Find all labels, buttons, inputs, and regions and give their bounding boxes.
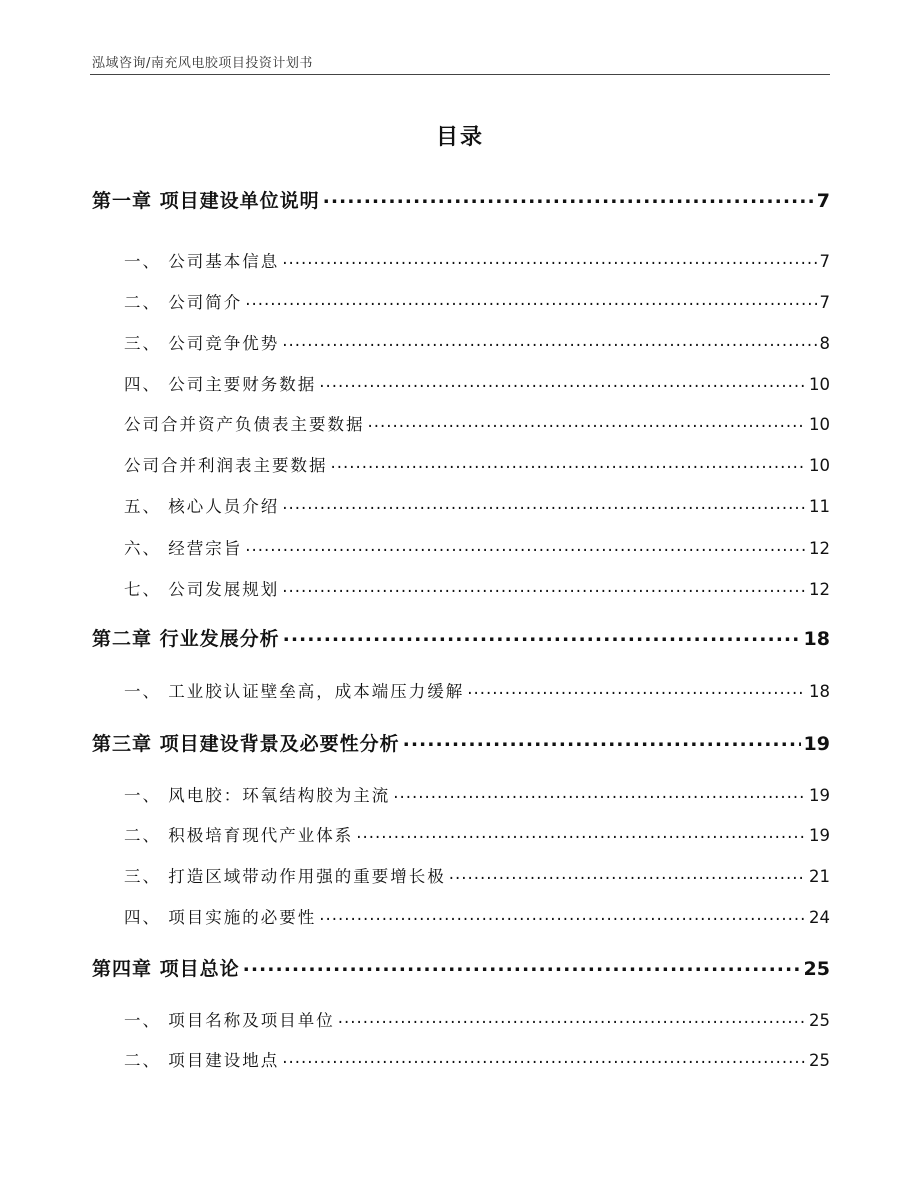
toc-entry-label: 公司合并资产负债表主要数据 (124, 415, 365, 434)
toc-entry-page: 25 (809, 1051, 830, 1070)
toc-entry-section[interactable] (124, 904, 830, 928)
toc-entry-page: 11 (809, 497, 830, 516)
toc-entry-label: 第三章 项目建设背景及必要性分析 (92, 733, 400, 755)
toc-leader (282, 251, 816, 268)
toc-entry-section[interactable] (124, 678, 830, 702)
toc-entry-page: 7 (819, 293, 830, 312)
toc-entry-label: 四、 项目实施的必要性 (124, 908, 317, 927)
toc-entry-label: 三、 打造区域带动作用强的重要增长极 (124, 867, 446, 886)
toc-entry-section[interactable] (124, 863, 830, 887)
toc-entry-section[interactable] (124, 248, 830, 272)
toc-entry-page: 25 (803, 958, 830, 980)
toc-entry-page: 7 (819, 252, 830, 271)
toc-entry-label: 五、 核心人员介绍 (124, 497, 280, 516)
toc-entry-page: 19 (803, 733, 830, 755)
toc-entry-page: 24 (809, 908, 830, 927)
toc-leader (282, 579, 806, 596)
toc-entry-section[interactable] (124, 535, 830, 559)
toc-entry-page: 21 (809, 867, 830, 886)
toc-entry-page: 10 (809, 415, 830, 434)
toc-leader (283, 626, 801, 645)
toc-entry-page: 18 (809, 682, 830, 701)
toc-leader (323, 188, 814, 207)
toc-entry-label: 二、 公司简介 (124, 293, 243, 312)
toc-leader (403, 731, 801, 750)
toc-entry-subsection[interactable] (124, 452, 830, 476)
toc-entry-page: 18 (803, 628, 830, 650)
toc-leader (282, 333, 816, 350)
header-divider (90, 74, 830, 75)
toc-entry-section[interactable] (124, 493, 830, 517)
toc-entry-label: 七、 公司发展规划 (124, 580, 280, 599)
toc-entry-page: 10 (809, 375, 830, 394)
toc-entry-section[interactable] (124, 1047, 830, 1071)
toc-entry-page: 25 (809, 1011, 830, 1030)
toc-entry-chapter-4[interactable] (92, 954, 830, 981)
toc-leader (393, 785, 806, 802)
toc-entry-page: 8 (819, 334, 830, 353)
toc-entry-label: 一、 项目名称及项目单位 (124, 1011, 335, 1030)
toc-leader (368, 414, 807, 431)
toc-entry-section[interactable] (124, 782, 830, 806)
toc-entry-page: 19 (809, 826, 830, 845)
toc-leader (319, 907, 806, 924)
toc-entry-section[interactable] (124, 371, 830, 395)
running-header: 泓域咨询/南充风电胶项目投资计划书 (92, 56, 313, 71)
toc-leader (243, 956, 801, 975)
toc-entry-section[interactable] (124, 576, 830, 600)
toc-leader (338, 1010, 806, 1027)
toc-entry-section[interactable] (124, 289, 830, 313)
toc-entry-label: 一、 公司基本信息 (124, 252, 280, 271)
toc-entry-chapter-1[interactable] (92, 186, 830, 213)
toc-entry-page: 7 (816, 190, 830, 212)
toc-entry-subsection[interactable] (124, 411, 830, 435)
toc-leader (282, 1050, 806, 1067)
toc-entry-label: 第一章 项目建设单位说明 (92, 190, 320, 212)
toc-entry-section[interactable] (124, 1007, 830, 1031)
toc-leader (282, 496, 806, 513)
toc-entry-label: 第四章 项目总论 (92, 958, 240, 980)
toc-leader (356, 825, 806, 842)
toc-entry-label: 二、 积极培育现代产业体系 (124, 826, 354, 845)
toc-entry-section[interactable] (124, 330, 830, 354)
toc-entry-page: 19 (809, 786, 830, 805)
toc-leader (245, 538, 806, 555)
toc-entry-label: 一、 风电胶：环氧结构胶为主流 (124, 786, 391, 805)
toc-entry-section[interactable] (124, 822, 830, 846)
toc-leader (331, 455, 807, 472)
toc-leader (467, 681, 806, 698)
toc-entry-page: 12 (809, 580, 830, 599)
toc-leader (319, 374, 806, 391)
toc-entry-page: 12 (809, 539, 830, 558)
toc-entry-label: 六、 经营宗旨 (124, 539, 243, 558)
toc-entry-label: 一、 工业胶认证壁垒高，成本端压力缓解 (124, 682, 465, 701)
toc-entry-label: 第二章 行业发展分析 (92, 628, 280, 650)
toc-entry-label: 三、 公司竞争优势 (124, 334, 280, 353)
toc-leader (449, 866, 806, 883)
toc-entry-label: 二、 项目建设地点 (124, 1051, 280, 1070)
toc-entry-label: 四、 公司主要财务数据 (124, 375, 317, 394)
toc-entry-page: 10 (809, 456, 830, 475)
toc-leader (245, 292, 816, 309)
toc-entry-chapter-3[interactable] (92, 729, 830, 756)
toc-title: 目录 (435, 125, 484, 150)
toc-entry-chapter-2[interactable] (92, 624, 830, 651)
toc-entry-label: 公司合并利润表主要数据 (124, 456, 328, 475)
